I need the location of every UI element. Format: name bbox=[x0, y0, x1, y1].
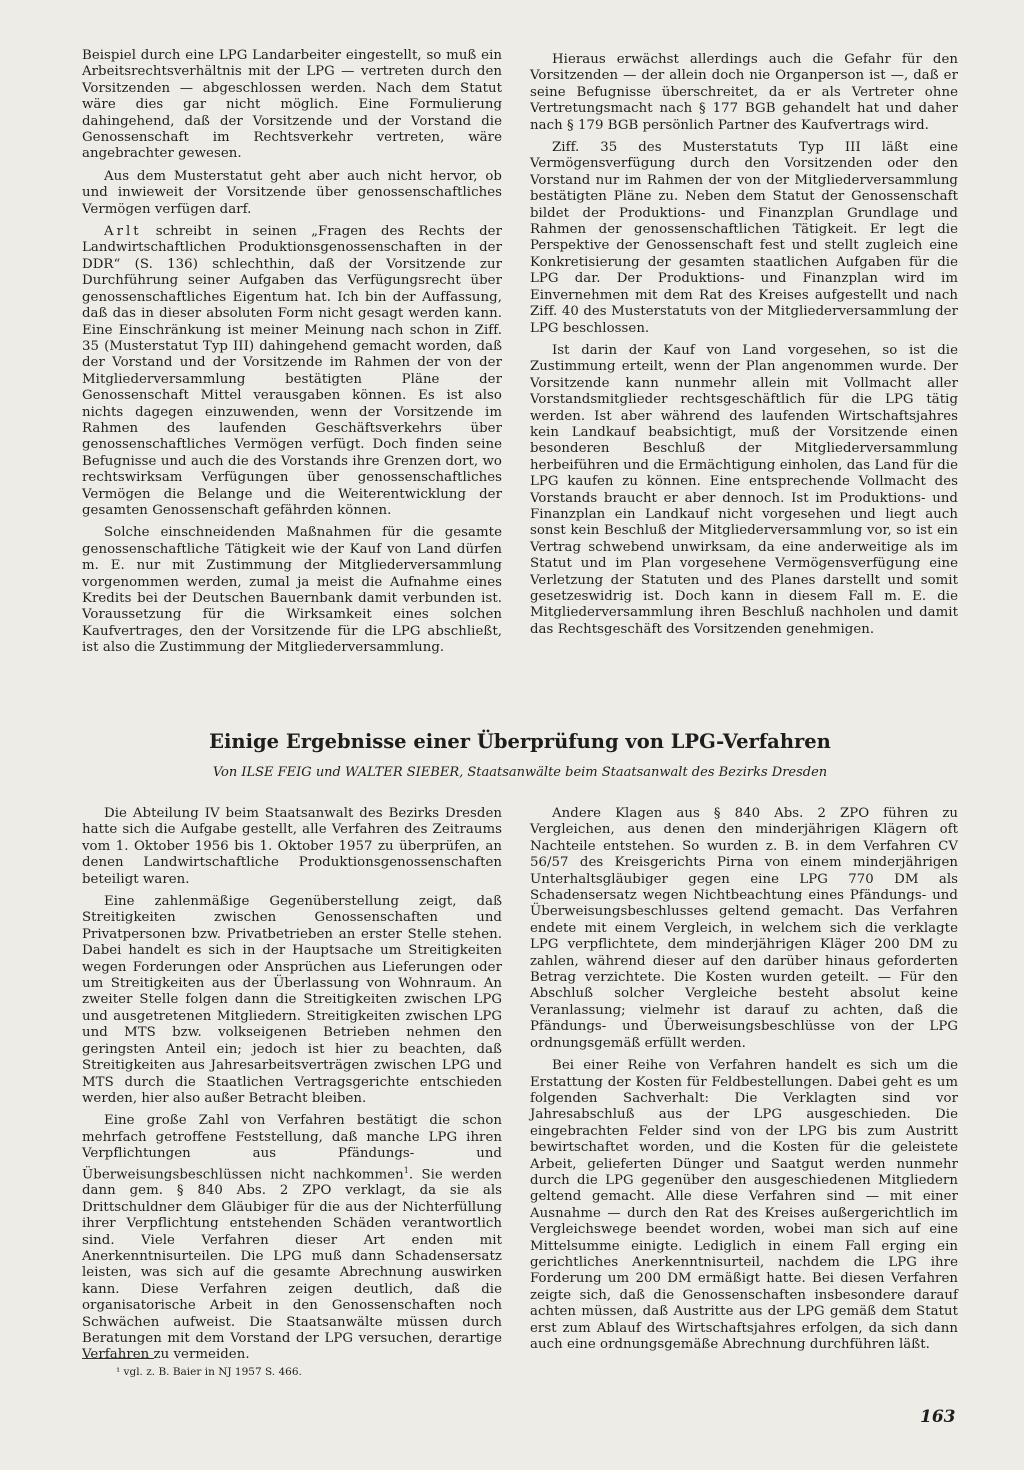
bottom-right-column bbox=[530, 806, 958, 1359]
paragraph: Ziff. 35 des Musterstatuts Typ III läßt eine Vermögensverfügung durch den Vorsitzenden oder den Vorstand nur im Rahmen der von der Mitgliederversammlung bestätigten Pläne zu. Neben dem Statut der Genossenschaft bildet der Produktions- und Finanzplan Grundlage und Rahmen der genossenschaftlichen Tätigkeit. Er legt die Perspektive der Genossenschaft fest und stellt zugleich eine Konkretisierung der gesamten staatlichen Aufgaben für die LPG dar. Der Produktions- und Finanzplan wird im Einvernehmen mit dem Rat des Kreises aufgestellt und nach Ziff. 40 des Musterstatuts von der Mitgliederversammlung der LPG beschlossen. bbox=[530, 140, 958, 336]
paragraph bbox=[82, 224, 502, 519]
paragraph: Beispiel durch eine LPG Landarbeiter eingestellt, so muß ein Arbeitsrechtsverhältnis mit der LPG — vertreten durch den Vorsitzenden — abgeschlossen werden. Nach dem Statut wäre dies gar nicht möglich. Eine Formulierung dahingehend, daß der Vorsitzende und der Vorstand die Genossenschaft im Rechtsverkehr vertreten, wäre angebrachter gewesen. bbox=[82, 48, 502, 162]
footnote-rule bbox=[82, 1358, 154, 1359]
top-left-column bbox=[82, 48, 502, 663]
paragraph bbox=[82, 1113, 502, 1364]
page-number: 163 bbox=[920, 1407, 956, 1427]
footnote: ¹ vgl. z. B. Baier in NJ 1957 S. 466. bbox=[116, 1366, 302, 1378]
paragraph: Solche einschneidenden Maßnahmen für die gesamte genossenschaftliche Tätigkeit wie der Kauf von Land dürfen m. E. nur mit Zustimmung der Mitgliederversammlung vorgenommen werden, zumal ja meist die Aufnahme eines Kredits bei der Deutschen Bauernbank damit verbunden ist. Voraussetzung für die Wirksamkeit eines solchen Kaufvertrages, den der Vorsitzende für die LPG abschließt, ist also die Zustimmung der Mitgliederversammlung. bbox=[82, 525, 502, 656]
article-title: Einige Ergebnisse einer Überprüfung von LPG-Verfahren bbox=[209, 730, 831, 753]
bottom-left-column bbox=[82, 806, 502, 1370]
author-name: Arlt bbox=[104, 224, 142, 240]
paragraph: Bei einer Reihe von Verfahren handelt es sich um die Erstattung der Kosten für Feldbestellungen. Dabei geht es um folgenden Sachverhalt: Die Verklagten sind vor Jahresabschluß aus der LPG ausgeschieden. Die eingebrachten Felder sind von der LPG bis zum Austritt bewirtschaftet worden, und die Kosten für die geleistete Arbeit, gelieferten Dünger und Saatgut werden nunmehr durch die LPG gegenüber den ausgeschiedenen Mitgliedern geltend gemacht. Alle diese Verfahren sind — mit einer Ausnahme — durch den Rat des Kreises außergerichtlich im Vergleichswege beendet worden, wobei man sich auf eine Mittelsumme einigte. Lediglich in einem Fall erging ein gerichtliches Anerkenntnisurteil, nachdem die LPG ihre Forderung um 200 DM ermäßigt hatte. Bei diesen Verfahren zeigte sich, daß die Genossenschaften insbesondere darauf achten müssen, daß Austritte aus der LPG gemäß dem Statut erst zum Ablauf des Wirtschaftsjahres erfolgen, da sich dann auch eine ordnungsgemäße Abrechnung durchführen läßt. bbox=[530, 1058, 958, 1352]
paragraph-text: . Sie werden dann gem. § 840 Abs. 2 ZPO verklagt, da sie als Drittschuldner dem Gläubiger für die aus der Nichterfüllung ihrer Verpflichtung entstehenden Schäden verantwortlich sind. Viele Verfahren dieser Art enden mit Anerkenntnisurteilen. Die LPG muß dann Schadensersatz leisten, was sich auf die gesamte Abrechnung auswirken kann. Diese Verfahren zeigen deutlich, daß die organisatorische Arbeit in den Genossenschaften noch Schwächen aufweist. Die Staatsanwälte müssen durch Beratungen mit dem Vorstand der LPG versuchen, derartige Verfahren zu vermeiden. bbox=[82, 1166, 503, 1363]
paragraph: Eine zahlenmäßige Gegenüberstellung zeigt, daß Streitigkeiten zwischen Genossenschaften und Privatpersonen bzw. Privatbetrieben an erster Stelle stehen. Dabei handelt es sich in der Hauptsache um Streitigkeiten wegen Forderungen oder Ansprüchen aus Lieferungen oder um Streitigkeiten aus der Überlassung von Wohnraum. An zweiter Stelle folgen dann die Streitigkeiten zwischen LPG und ausgetretenen Mitgliedern. Streitigkeiten zwischen LPG und MTS bzw. volkseigenen Betrieben nehmen den geringsten Anteil ein; jedoch ist hier zu beachten, daß Streitigkeiten aus Jahresarbeitsverträgen zwischen LPG und MTS durch die Staatlichen Vertragsgerichte entschieden werden, hier also außer Betracht bleiben. bbox=[82, 894, 502, 1106]
paragraph: Hieraus erwächst allerdings auch die Gefahr für den Vorsitzenden — der allein doch nie Organperson ist —, daß er seine Befugnisse überschreitet, da er als Vertreter ohne Vertretungsmacht nach § 177 BGB gehandelt hat und daher nach § 179 BGB persönlich Partner des Kaufvertrags wird. bbox=[530, 52, 958, 133]
paragraph: Andere Klagen aus § 840 Abs. 2 ZPO führen zu Vergleichen, aus denen den minderjährigen Klägern oft Nachteile entstehen. So wurden z. B. in dem Verfahren CV 56/57 des Kreisgerichts Pirna von einem minderjährigen Unterhaltsgläubiger gegen eine LPG 770 DM als Schadensersatz wegen Nichtbeachtung eines Pfändungs- und Überweisungsbeschlusses geltend gemacht. Das Verfahren endete mit einem Vergleich, in welchem sich die verklagte LPG verpflichtete, dem minderjährigen Kläger 200 DM zu zahlen, während dieser auf den darüber hinaus geforderten Betrag verzichtete. Die Kosten wurden geteilt. — Für den Abschluß solcher Vergleiche besteht absolut keine Veranlassung; vielmehr ist darauf zu achten, daß die Pfändungs- und Überweisungsbeschlüsse von der LPG ordnungsgemäß erfüllt werden. bbox=[530, 806, 958, 1051]
paragraph: Aus dem Musterstatut geht aber auch nicht hervor, ob und inwieweit der Vorsitzende über genossenschaftliches Vermögen verfügen darf. bbox=[82, 168, 502, 217]
paragraph: Die Abteilung IV beim Staatsanwalt des Bezirks Dresden hatte sich die Aufgabe gestellt, alle Verfahren des Zeitraums vom 1. Oktober 1956 bis 1. Oktober 1957 zu überprüfen, an denen Landwirtschaftliche Produktionsgenossenschaften beteiligt waren. bbox=[82, 806, 502, 887]
paragraph-text: Eine große Zahl von Verfahren bestätigt die schon mehrfach getroffene Feststellung, daß manche LPG ihren Verpflichtungen aus Pfändungs- und Überweisungsbeschlüssen nicht nachkommen bbox=[82, 1113, 502, 1182]
top-right-column bbox=[530, 52, 958, 644]
paragraph-text: schreibt in seinen „Fragen des Rechts der Landwirtschaftlichen Produktionsgenossenschaften in der DDR“ (S. 136) schlechthin, daß der Vorsitzende zur Durchführung seiner Aufgaben das Verfügungsrecht über genossenschaftliches Eigentum hat. Ich bin der Auffassung, daß das in dieser absoluten Form nicht gesagt werden kann. Eine Einschränkung ist meiner Meinung nach schon in Ziff. 35 (Musterstatut Typ III) dahingehend gemacht worden, daß der Vorstand und der Vorsitzende im Rahmen der von der Mitgliederversammlung bestätigten Pläne der Genossenschaft Mittel verausgaben können. Es ist also nichts dagegen einzuwenden, wenn der Vorsitzende im Rahmen des laufenden Geschäftsverkehrs über genossenschaftliches Vermögen verfügt. Doch finden seine Befugnisse und auch die des Vorstands ihre Grenzen dort, wo rechtswirksam Verfügungen über genossenschaftliches Vermögen die Belange und die Weiterentwicklung der gesamten Genossenschaft gefährden können. bbox=[82, 224, 502, 518]
paragraph: Ist darin der Kauf von Land vorgesehen, so ist die Zustimmung erteilt, wenn der Plan angenommen wurde. Der Vorsitzende kann nunmehr allein mit Vollmacht aller Vorstandsmitglieder rechtsgeschäftlich für die LPG tätig werden. Ist aber während des laufenden Wirtschaftsjahres kein Landkauf beabsichtigt, muß der Vorsitzende einen besonderen Beschluß der Mitgliederversammlung herbeiführen und die Ermächtigung einholen, das Land für die LPG kaufen zu können. Eine entsprechende Vollmacht des Vorstands braucht er aber dennoch. Ist im Produktions- und Finanzplan ein Landkauf nicht vorgesehen und liegt auch sonst kein Beschluß der Mitgliederversammlung vor, so ist ein Vertrag schwebend unwirksam, da eine anderweitige als im Statut und im Plan vorgesehene Vermögensverfügung eine Verletzung der Statuten und des Planes darstellt und somit gesetzeswidrig ist. Doch kann in diesem Fall m. E. die Mitgliederversammlung ihren Beschluß nachholen und damit das Rechtsgeschäft des Vorsitzenden genehmigen. bbox=[530, 342, 958, 637]
footnote-marker: 1 bbox=[403, 1165, 409, 1175]
article-byline: Von ILSE FEIG und WALTER SIEBER, Staatsanwälte beim Staatsanwalt des Bezirks Dresden bbox=[212, 765, 828, 780]
